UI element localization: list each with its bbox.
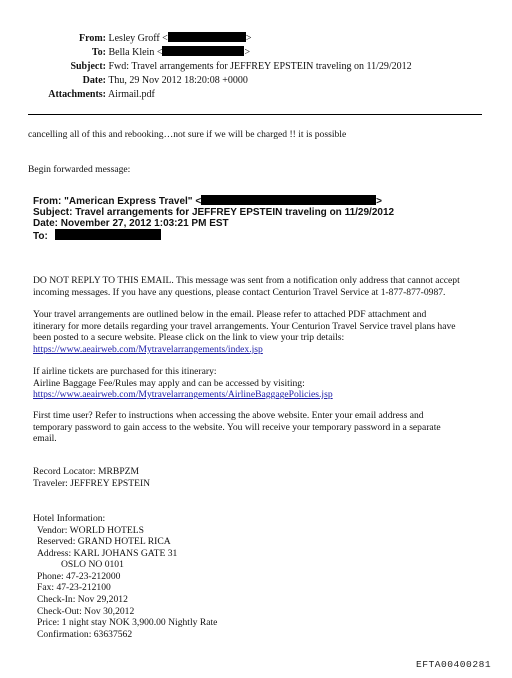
arrangements-line: been posted to a secure website. Please click on the link to view your trip details: [33,332,345,344]
hotel-checkout: Check-Out: Nov 30,2012 [37,605,135,617]
redaction-block [162,46,244,56]
bates-number: EFTA00400281 [416,659,492,670]
subject-value: Fwd: Travel arrangements for JEFFREY EPSTEIN traveling on 11/29/2012 [108,61,412,72]
baggage-paragraph [33,366,333,401]
hotel-details [37,525,217,641]
traveler-name: Traveler: JEFFREY EPSTEIN [33,477,151,489]
attachments-label: Attachments: [48,89,106,100]
hotel-vendor: Vendor: WORLD HOTELS [37,524,144,536]
attachment-link[interactable]: Airmail.pdf [107,89,155,100]
forwarded-from: From: "American Express Travel" < [33,196,202,207]
hotel-address: Address: KARL JOHANS GATE 31 [37,547,178,559]
notice-line: DO NOT REPLY TO THIS EMAIL. This message was sent from a notification only address that cannot accept [33,275,460,286]
first-time-paragraph [33,410,441,445]
forwarded-from-row [33,195,382,208]
redaction-block [201,195,376,205]
header-from-row [0,32,251,45]
forwarded-to-row [33,229,161,243]
baggage-line: Airline Baggage Fee/Rules may apply and can be accessed by visiting: [33,377,305,389]
forwarded-label: Begin forwarded message: [28,164,131,175]
from-value: Lesley Groff < [108,33,168,44]
hotel-reserved: Reserved: GRAND HOTEL RICA [37,536,171,548]
hotel-phone: Phone: 47-23-212000 [37,570,121,582]
hotel-city: OSLO NO 0101 [61,559,124,571]
record-block [33,466,150,489]
date-value: Thu, 29 Nov 2012 18:20:08 +0000 [108,75,248,86]
hotel-fax: Fax: 47-23-212100 [37,582,111,594]
first-time-line: First time user? Refer to instructions when accessing the above website. Enter your email address and [33,410,424,421]
itinerary-link[interactable]: https://www.aeairweb.com/Mytravelarrangements/index.jsp [33,343,263,355]
baggage-line: If airline tickets are purchased for this itinerary: [33,366,217,377]
notice-line: incoming messages. If you have any questions, please contact Centurion Travel Service at 1-877-877-0987. [33,286,446,298]
hotel-heading: Hotel Information: [33,513,106,524]
redaction-block [55,229,161,240]
hotel-price: Price: 1 night stay NOK 3,900.00 Nightly Rate [37,617,218,629]
hotel-checkin: Check-In: Nov 29,2012 [37,594,128,606]
hotel-confirmation: Confirmation: 63637562 [37,628,133,640]
first-time-line: email. [33,433,57,445]
header-attachments-row [0,88,155,101]
header-to-row [0,46,250,59]
record-locator: Record Locator: MRBPZM [33,466,140,477]
arrangements-line: itinerary for more details regarding your travel arrangements. Your Centurion Travel Service travel plans have [33,320,456,332]
arrangements-line: Your travel arrangements are outlined below in the email. Please refer to attached PDF attachment and [33,309,427,320]
forwarded-to: To: [33,231,48,242]
notice-paragraph [33,275,460,298]
close-bracket: > [376,196,383,207]
redaction-block [168,32,246,42]
to-label: To: [91,47,106,58]
arrangements-paragraph [33,309,456,355]
to-value: Bella Klein < [108,47,163,58]
forwarded-date: Date: November 27, 2012 1:03:21 PM EST [33,218,229,229]
body-intro: cancelling all of this and rebooking…not sure if we will be charged !! it is possible [28,129,347,140]
close-bracket: > [245,33,252,44]
forwarded-subject: Subject: Travel arrangements for JEFFREY EPSTEIN traveling on 11/29/2012 [33,207,395,218]
baggage-link[interactable]: https://www.aeairweb.com/Mytravelarrangements/AirlineBaggagePolicies.jsp [33,389,333,401]
first-time-line: temporary password to gain access to the website. You will receive your temporary password in a separate [33,421,441,433]
header-subject-row [0,60,412,73]
header-date-row [0,74,248,87]
date-label: Date: [82,75,106,86]
header-divider [28,114,482,115]
from-label: From: [78,33,106,44]
subject-label: Subject: [70,61,106,72]
close-bracket: > [244,47,251,58]
